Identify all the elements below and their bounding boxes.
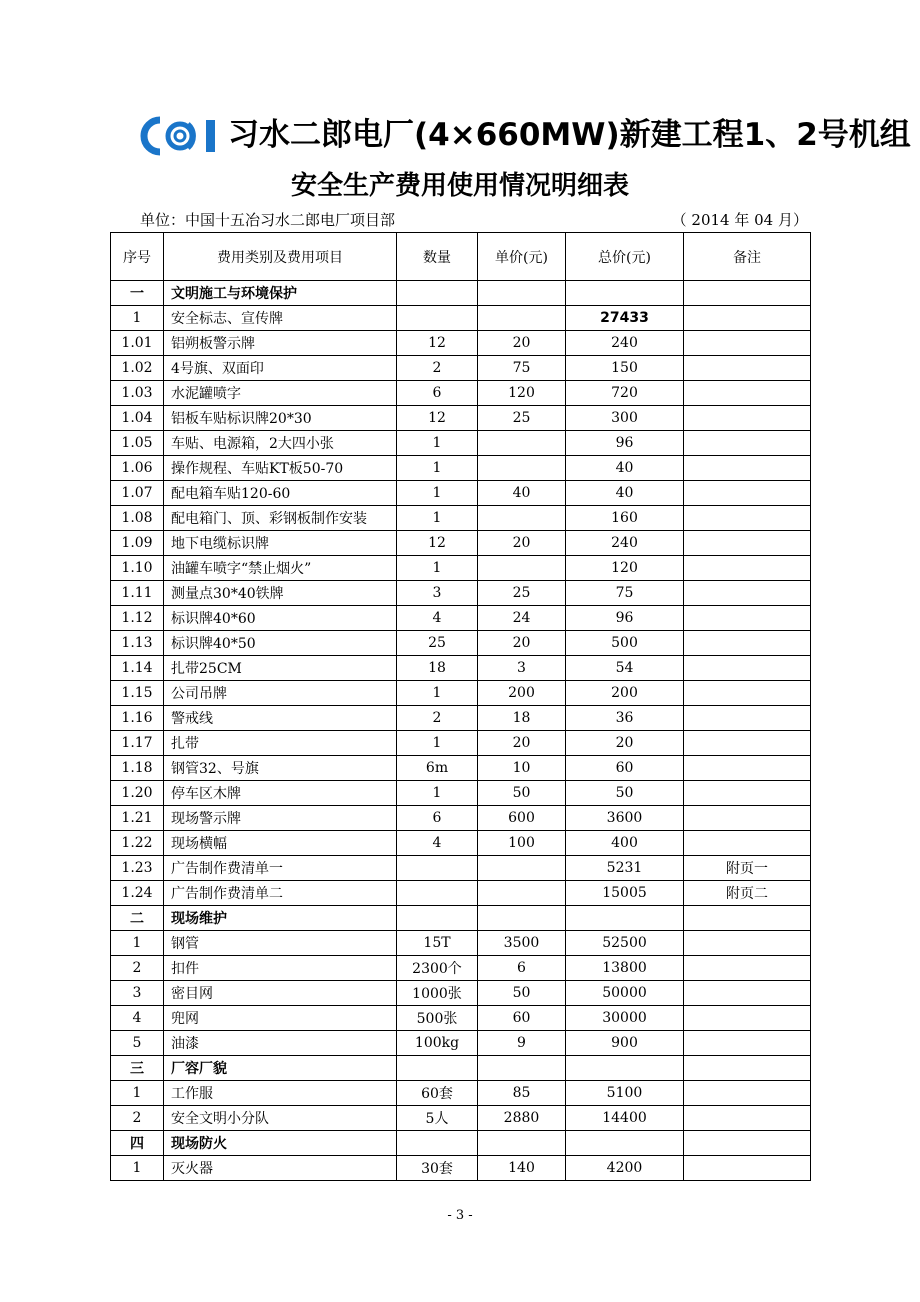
total-price: 27433	[566, 306, 684, 331]
remark	[684, 431, 811, 456]
table-row	[111, 581, 811, 606]
quantity: 25	[397, 631, 478, 656]
remark	[684, 806, 811, 831]
quantity: 3	[397, 581, 478, 606]
remark: 附页一	[684, 856, 811, 881]
table-row	[111, 856, 811, 881]
unit-price: 3	[478, 656, 566, 681]
item-name: 文明施工与环境保护	[164, 281, 397, 306]
row-number: 1.13	[111, 631, 164, 656]
item-name: 地下电缆标识牌	[164, 531, 397, 556]
total-price	[566, 906, 684, 931]
table-row	[111, 531, 811, 556]
unit-price: 100	[478, 831, 566, 856]
row-number: 二	[111, 906, 164, 931]
total-price: 96	[566, 431, 684, 456]
quantity	[397, 281, 478, 306]
quantity: 15T	[397, 931, 478, 956]
table-row	[111, 781, 811, 806]
column-header: 序号	[111, 233, 164, 281]
unit-price: 75	[478, 356, 566, 381]
item-name: 安全标志、宣传牌	[164, 306, 397, 331]
section-row	[111, 906, 811, 931]
table-row	[111, 506, 811, 531]
unit-price: 40	[478, 481, 566, 506]
remark	[684, 956, 811, 981]
total-price: 40	[566, 481, 684, 506]
row-number: 1.04	[111, 406, 164, 431]
item-name: 水泥罐喷字	[164, 381, 397, 406]
total-price: 75	[566, 581, 684, 606]
unit-price: 140	[478, 1156, 566, 1181]
unit-price: 25	[478, 406, 566, 431]
total-price	[566, 281, 684, 306]
total-price: 13800	[566, 956, 684, 981]
total-price	[566, 1056, 684, 1081]
item-name: 兜网	[164, 1006, 397, 1031]
quantity: 18	[397, 656, 478, 681]
table-row	[111, 631, 811, 656]
total-price: 900	[566, 1031, 684, 1056]
row-number: 1.08	[111, 506, 164, 531]
total-price: 3600	[566, 806, 684, 831]
section-row	[111, 281, 811, 306]
quantity: 1	[397, 456, 478, 481]
total-price: 54	[566, 656, 684, 681]
unit-price	[478, 1056, 566, 1081]
table-row	[111, 831, 811, 856]
remark	[684, 981, 811, 1006]
unit-price	[478, 906, 566, 931]
row-number: 4	[111, 1006, 164, 1031]
total-price: 50	[566, 781, 684, 806]
project-title: 习水二郎电厂(4×660MW)新建工程1、2号机组	[228, 117, 911, 153]
column-header: 备注	[684, 233, 811, 281]
total-price: 400	[566, 831, 684, 856]
remark	[684, 631, 811, 656]
unit-price	[478, 431, 566, 456]
section-row	[111, 1056, 811, 1081]
table-row	[111, 1006, 811, 1031]
remark	[684, 1131, 811, 1156]
unit-price: 20	[478, 731, 566, 756]
item-name: 广告制作费清单二	[164, 881, 397, 906]
quantity: 6	[397, 806, 478, 831]
item-name: 钢管	[164, 931, 397, 956]
quantity: 1	[397, 431, 478, 456]
table-row	[111, 1156, 811, 1181]
unit-price	[478, 306, 566, 331]
table-row	[111, 306, 811, 331]
quantity	[397, 881, 478, 906]
unit-price	[478, 881, 566, 906]
column-header: 数量	[397, 233, 478, 281]
remark	[684, 756, 811, 781]
quantity: 500张	[397, 1006, 478, 1031]
table-row	[111, 681, 811, 706]
remark	[684, 1031, 811, 1056]
item-name: 密目网	[164, 981, 397, 1006]
total-price: 720	[566, 381, 684, 406]
unit-price: 24	[478, 606, 566, 631]
unit-price	[478, 556, 566, 581]
row-number: 5	[111, 1031, 164, 1056]
remark	[684, 456, 811, 481]
item-name: 标识牌40*60	[164, 606, 397, 631]
remark	[684, 281, 811, 306]
unit-price	[478, 281, 566, 306]
unit-price: 6	[478, 956, 566, 981]
row-number: 1.01	[111, 331, 164, 356]
total-price: 150	[566, 356, 684, 381]
quantity: 1	[397, 481, 478, 506]
item-name: 厂容厂貌	[164, 1056, 397, 1081]
column-header: 费用类别及费用项目	[164, 233, 397, 281]
item-name: 灭火器	[164, 1156, 397, 1181]
table-row	[111, 1081, 811, 1106]
row-number: 1.16	[111, 706, 164, 731]
expense-table	[110, 232, 811, 1181]
row-number: 1.12	[111, 606, 164, 631]
row-number: 1.06	[111, 456, 164, 481]
page-number: - 3 -	[447, 1208, 473, 1223]
remark	[684, 1156, 811, 1181]
total-price: 500	[566, 631, 684, 656]
unit-price: 50	[478, 981, 566, 1006]
unit-price	[478, 456, 566, 481]
unit-price: 3500	[478, 931, 566, 956]
table-row	[111, 756, 811, 781]
unit-price	[478, 506, 566, 531]
row-number: 四	[111, 1131, 164, 1156]
remark	[684, 381, 811, 406]
remark	[684, 1081, 811, 1106]
total-price: 14400	[566, 1106, 684, 1131]
section-row	[111, 1131, 811, 1156]
unit-price: 2880	[478, 1106, 566, 1131]
table-row	[111, 431, 811, 456]
table-row	[111, 656, 811, 681]
remark	[684, 481, 811, 506]
remark	[684, 906, 811, 931]
total-price: 20	[566, 731, 684, 756]
quantity: 5人	[397, 1106, 478, 1131]
row-number: 1.18	[111, 756, 164, 781]
item-name: 油漆	[164, 1031, 397, 1056]
total-price: 36	[566, 706, 684, 731]
item-name: 警戒线	[164, 706, 397, 731]
quantity: 2	[397, 706, 478, 731]
table-row	[111, 331, 811, 356]
row-number: 1.23	[111, 856, 164, 881]
unit-label: 单位：中国十五冶习水二郎电厂项目部	[140, 211, 396, 229]
total-price: 120	[566, 556, 684, 581]
table-row	[111, 481, 811, 506]
unit-price: 9	[478, 1031, 566, 1056]
row-number: 1	[111, 306, 164, 331]
document-header	[140, 112, 911, 158]
company-logo-icon	[140, 116, 220, 156]
item-name: 公司吊牌	[164, 681, 397, 706]
remark	[684, 306, 811, 331]
remark: 附页二	[684, 881, 811, 906]
total-price: 30000	[566, 1006, 684, 1031]
row-number: 三	[111, 1056, 164, 1081]
quantity: 6m	[397, 756, 478, 781]
table-row	[111, 881, 811, 906]
remark	[684, 531, 811, 556]
total-price: 160	[566, 506, 684, 531]
row-number: 1.21	[111, 806, 164, 831]
remark	[684, 831, 811, 856]
quantity: 4	[397, 606, 478, 631]
remark	[684, 581, 811, 606]
quantity	[397, 906, 478, 931]
quantity	[397, 1131, 478, 1156]
remark	[684, 681, 811, 706]
item-name: 标识牌40*50	[164, 631, 397, 656]
quantity: 1000张	[397, 981, 478, 1006]
total-price: 40	[566, 456, 684, 481]
item-name: 操作规程、车贴KT板50-70	[164, 456, 397, 481]
total-price: 50000	[566, 981, 684, 1006]
row-number: 2	[111, 956, 164, 981]
table-row	[111, 456, 811, 481]
total-price: 5231	[566, 856, 684, 881]
unit-price: 20	[478, 331, 566, 356]
table-row	[111, 606, 811, 631]
column-header: 总价(元)	[566, 233, 684, 281]
table-row	[111, 806, 811, 831]
quantity: 30套	[397, 1156, 478, 1181]
row-number: 1.20	[111, 781, 164, 806]
remark	[684, 931, 811, 956]
quantity: 1	[397, 556, 478, 581]
total-price: 15005	[566, 881, 684, 906]
row-number: 1.14	[111, 656, 164, 681]
row-number: 一	[111, 281, 164, 306]
row-number: 2	[111, 1106, 164, 1131]
item-name: 铝板车贴标识牌20*30	[164, 406, 397, 431]
item-name: 安全文明小分队	[164, 1106, 397, 1131]
row-number: 1.24	[111, 881, 164, 906]
total-price: 200	[566, 681, 684, 706]
table-row	[111, 731, 811, 756]
item-name: 4号旗、双面印	[164, 356, 397, 381]
row-number: 3	[111, 981, 164, 1006]
unit-price: 600	[478, 806, 566, 831]
item-name: 扎带25CM	[164, 656, 397, 681]
unit-price: 120	[478, 381, 566, 406]
row-number: 1.03	[111, 381, 164, 406]
unit-price: 20	[478, 531, 566, 556]
column-header: 单价(元)	[478, 233, 566, 281]
quantity: 12	[397, 406, 478, 431]
item-name: 现场维护	[164, 906, 397, 931]
remark	[684, 406, 811, 431]
table-row	[111, 1031, 811, 1056]
total-price: 52500	[566, 931, 684, 956]
table-row	[111, 956, 811, 981]
row-number: 1.02	[111, 356, 164, 381]
quantity: 60套	[397, 1081, 478, 1106]
row-number: 1.15	[111, 681, 164, 706]
item-name: 现场防火	[164, 1131, 397, 1156]
quantity: 1	[397, 731, 478, 756]
quantity: 4	[397, 831, 478, 856]
table-row	[111, 406, 811, 431]
total-price: 240	[566, 331, 684, 356]
table-row	[111, 981, 811, 1006]
unit-price: 50	[478, 781, 566, 806]
remark	[684, 1056, 811, 1081]
document-title: 安全生产费用使用情况明细表	[290, 171, 629, 201]
total-price: 240	[566, 531, 684, 556]
quantity: 100kg	[397, 1031, 478, 1056]
row-number: 1.07	[111, 481, 164, 506]
table-row	[111, 931, 811, 956]
remark	[684, 356, 811, 381]
unit-price	[478, 1131, 566, 1156]
unit-price: 25	[478, 581, 566, 606]
row-number: 1	[111, 1156, 164, 1181]
remark	[684, 731, 811, 756]
item-name: 广告制作费清单一	[164, 856, 397, 881]
row-number: 1	[111, 1081, 164, 1106]
item-name: 钢管32、号旗	[164, 756, 397, 781]
table-header-row	[111, 233, 811, 281]
total-price: 5100	[566, 1081, 684, 1106]
table-row	[111, 1106, 811, 1131]
total-price: 60	[566, 756, 684, 781]
item-name: 车贴、电源箱，2大四小张	[164, 431, 397, 456]
row-number: 1.10	[111, 556, 164, 581]
total-price: 300	[566, 406, 684, 431]
quantity: 2300个	[397, 956, 478, 981]
remark	[684, 656, 811, 681]
unit-price: 85	[478, 1081, 566, 1106]
remark	[684, 1006, 811, 1031]
quantity	[397, 1056, 478, 1081]
quantity: 6	[397, 381, 478, 406]
table-row	[111, 706, 811, 731]
remark	[684, 606, 811, 631]
item-name: 测量点30*40铁牌	[164, 581, 397, 606]
item-name: 工作服	[164, 1081, 397, 1106]
table-row	[111, 356, 811, 381]
quantity: 2	[397, 356, 478, 381]
remark	[684, 706, 811, 731]
unit-price: 200	[478, 681, 566, 706]
unit-price: 18	[478, 706, 566, 731]
row-number: 1.05	[111, 431, 164, 456]
item-name: 现场警示牌	[164, 806, 397, 831]
item-name: 扣件	[164, 956, 397, 981]
quantity: 1	[397, 781, 478, 806]
quantity: 12	[397, 331, 478, 356]
unit-price	[478, 856, 566, 881]
item-name: 停车区木牌	[164, 781, 397, 806]
total-price	[566, 1131, 684, 1156]
remark	[684, 1106, 811, 1131]
item-name: 铝朔板警示牌	[164, 331, 397, 356]
unit-price: 20	[478, 631, 566, 656]
remark	[684, 331, 811, 356]
table-row	[111, 381, 811, 406]
row-number: 1.22	[111, 831, 164, 856]
item-name: 扎带	[164, 731, 397, 756]
quantity	[397, 306, 478, 331]
unit-price: 10	[478, 756, 566, 781]
row-number: 1	[111, 931, 164, 956]
table-row	[111, 556, 811, 581]
item-name: 现场横幅	[164, 831, 397, 856]
remark	[684, 506, 811, 531]
quantity: 12	[397, 531, 478, 556]
remark	[684, 556, 811, 581]
quantity: 1	[397, 681, 478, 706]
row-number: 1.17	[111, 731, 164, 756]
quantity: 1	[397, 506, 478, 531]
row-number: 1.09	[111, 531, 164, 556]
row-number: 1.11	[111, 581, 164, 606]
total-price: 96	[566, 606, 684, 631]
unit-price: 60	[478, 1006, 566, 1031]
quantity	[397, 856, 478, 881]
item-name: 配电箱门、顶、彩钢板制作安装	[164, 506, 397, 531]
item-name: 配电箱车贴120-60	[164, 481, 397, 506]
total-price: 4200	[566, 1156, 684, 1181]
item-name: 油罐车喷字“禁止烟火”	[164, 556, 397, 581]
period-label: （ 2014 年 04 月）	[671, 211, 808, 229]
remark	[684, 781, 811, 806]
